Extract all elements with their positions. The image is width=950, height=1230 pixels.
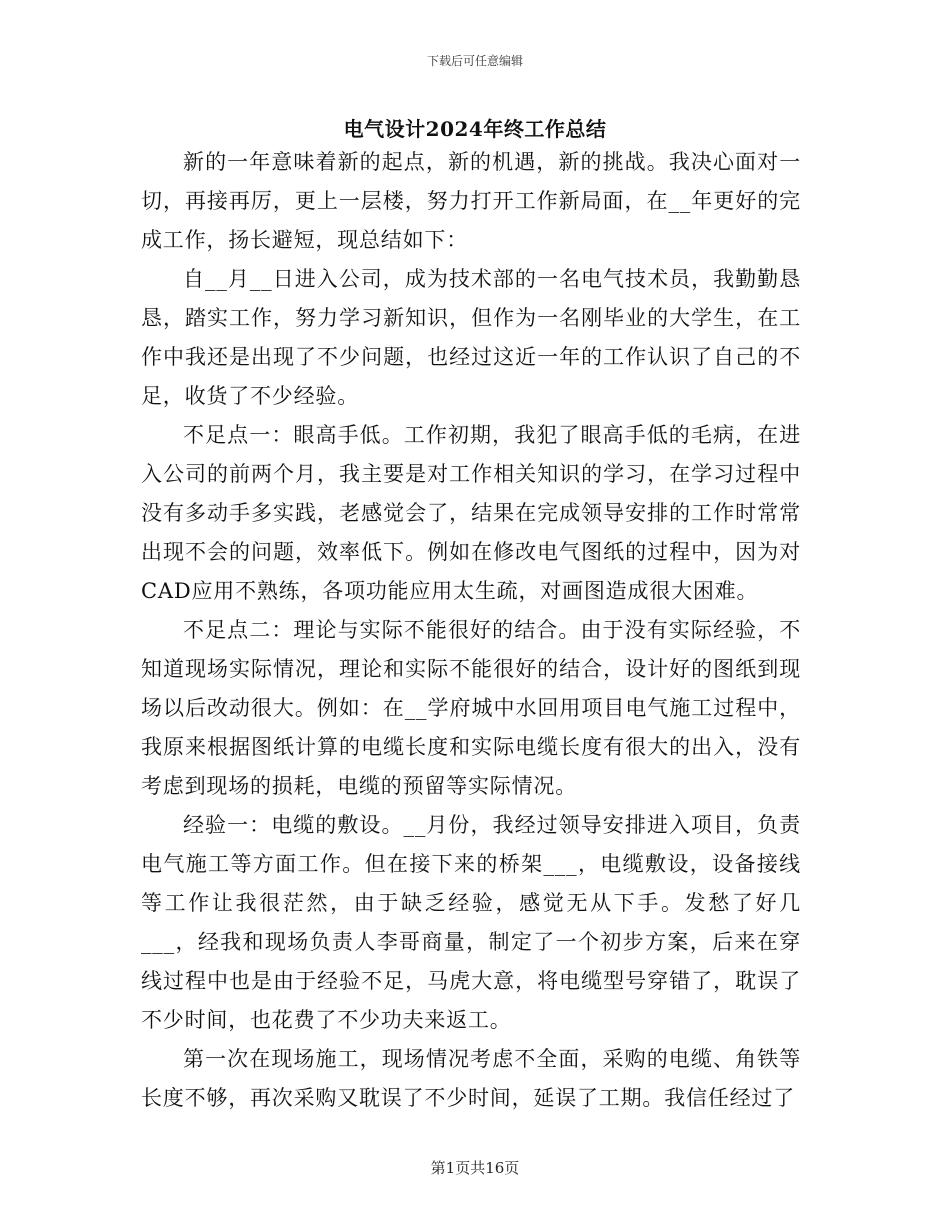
header-note: 下载后可任意编辑	[426, 54, 523, 68]
paragraph-shortcoming-one: 不足点一：眼高手低。工作初期，我犯了眼高手低的毛病，在进入公司的前两个月，我主要是对工作相关知识的学习，在学习过程中没有多动手多实践，老感觉会了，结果在完成领导安排的工作时常常出现不会的问题，效率低下。例如在修改电气图纸的过程中，因为对CAD应用不熟练，各项功能应用太生疏，对画图造成很大困难。	[141, 423, 801, 603]
paragraph-intro: 新的一年意味着新的起点，新的机遇，新的挑战。我决心面对一切，再接再厉，更上一层楼，努力打开工作新局面，在__年更好的完成工作，扬长避短，现总结如下：	[141, 150, 801, 252]
paragraph-joining: 自__月__日进入公司，成为技术部的一名电气技术员，我勤勤恳恳，踏实工作，努力学习新知识，但作为一名刚毕业的大学生，在工作中我还是出现了不少问题，也经过这近一年的工作认识了自己的不足，收货了不少经验。	[141, 267, 801, 408]
document-title: 电气设计2024年终工作总结	[343, 117, 607, 141]
paragraph-first-site-work: 第一次在现场施工，现场情况考虑不全面，采购的电缆、角铁等长度不够，再次采购又耽误了不少时间，延误了工期。我信任经过了	[141, 1047, 801, 1110]
paragraph-shortcoming-two: 不足点二：理论与实际不能很好的结合。由于没有实际经验，不知道现场实际情况，理论和实际不能很好的结合，设计好的图纸到现场以后改动很大。例如：在__学府城中水回用项目电气施工过程中，我原来根据图纸计算的电缆长度和实际电缆长度有很大的出入，没有考虑到现场的损耗，电缆的预留等实际情况。	[141, 618, 801, 798]
document-body	[141, 143, 801, 1118]
paragraph-experience-one: 经验一：电缆的敷设。__月份，我经过领导安排进入项目，负责电气施工等方面工作。但在接下来的桥架___，电缆敷设，设备接线等工作让我很茫然，由于缺乏经验，感觉无从下手。发愁了好几___，经我和现场负责人李哥商量，制定了一个初步方案，后来在穿线过程中也是由于经验不足，马虎大意，将电缆型号穿错了，耽误了不少时间，也花费了不少功夫来返工。	[141, 813, 801, 1032]
page-number: 第1页共16页	[430, 1159, 520, 1177]
